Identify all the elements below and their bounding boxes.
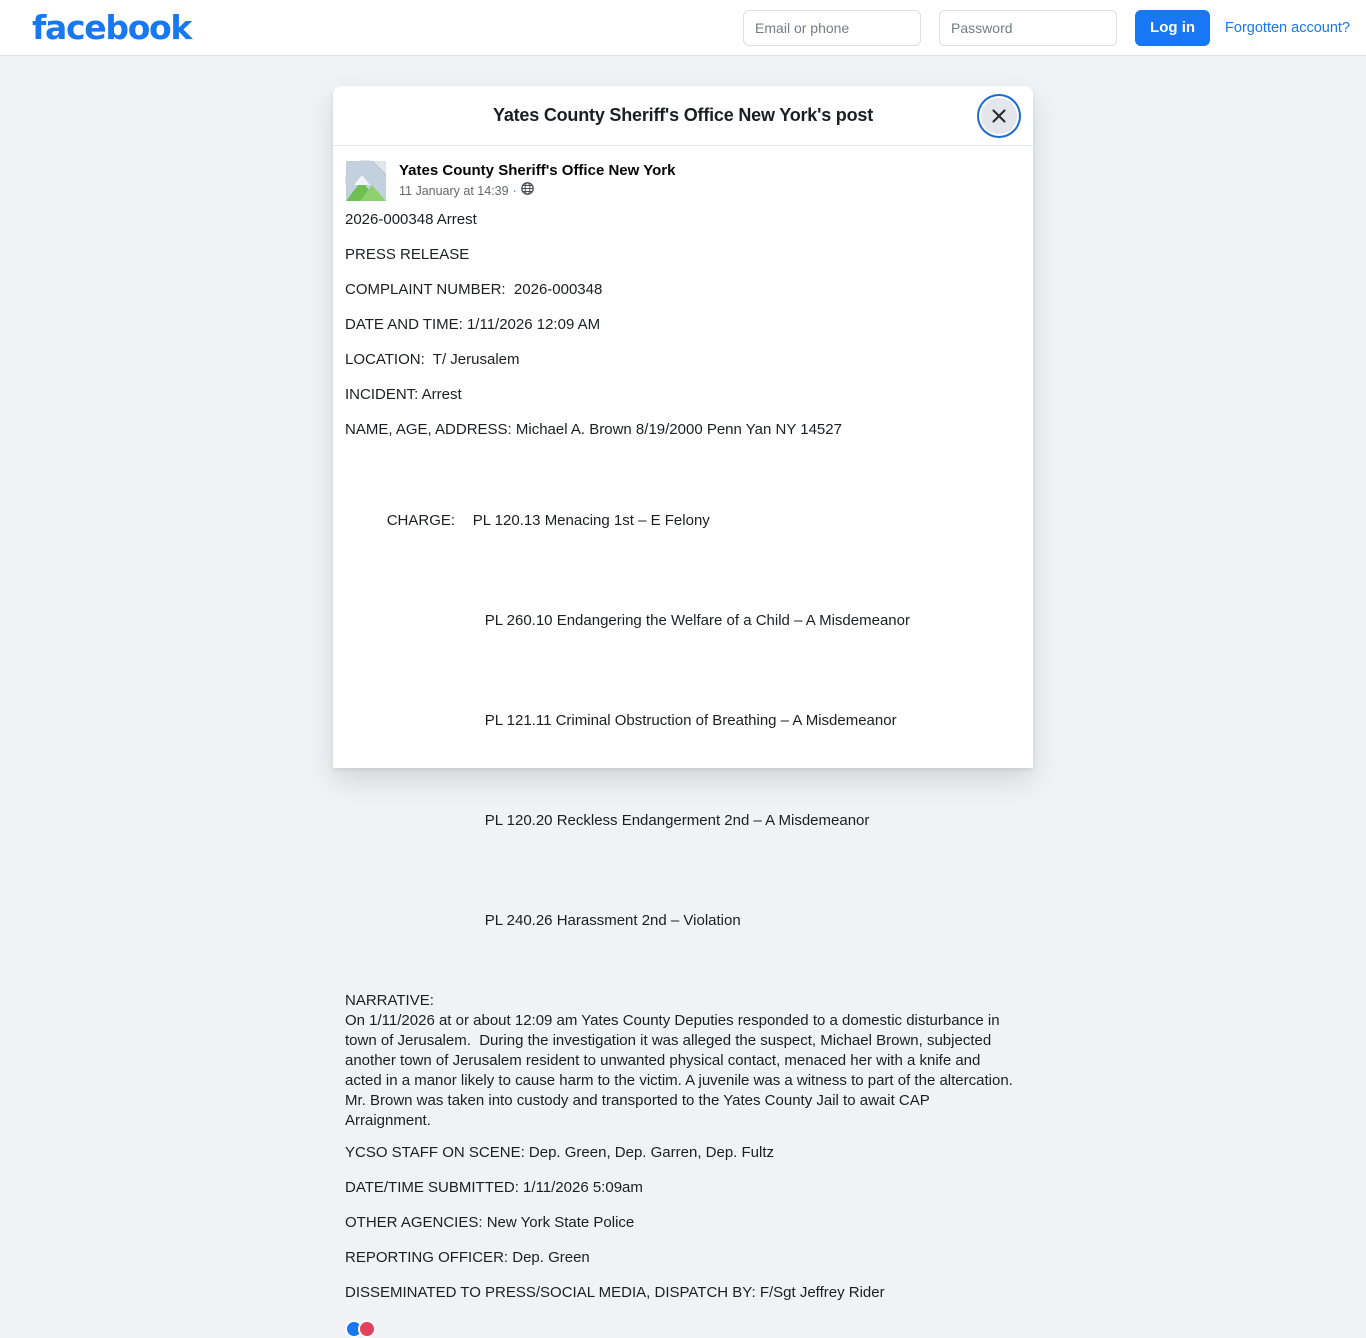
charge-label: CHARGE: xyxy=(386,512,456,529)
post-line-date-time-submitted: DATE/TIME SUBMITTED: 1/11/2026 5:09am xyxy=(345,1179,643,1196)
narrative-body: On 1/11/2026 at or about 12:09 am Yates County Deputies responded to a domestic disturbance in town of Jerusalem. During the investigation it was alleged the suspect, Michael Brown, subjected another town of Jerusalem resident to unwanted physical contact, menaced her with a knife and acted in a manor likely to cause harm to the victim. A juvenile was a witness to part of the altercation. Mr. Brown was taken into custody and transported to the Yates County Jail to await CAP Arraignment. xyxy=(345,1012,1018,1129)
close-icon xyxy=(990,107,1008,125)
post-line-date-time: DATE AND TIME: 1/11/2026 12:09 AM xyxy=(345,316,601,333)
post-line-location: LOCATION: T/ Jerusalem xyxy=(345,351,520,368)
post-modal-dialog xyxy=(333,86,1033,1301)
post-line-complaint-number: COMPLAINT NUMBER: 2026-000348 xyxy=(345,281,603,298)
reaction-summary[interactable] xyxy=(345,1320,376,1338)
post-line-press-release: PRESS RELEASE xyxy=(345,246,470,263)
forgotten-account-link[interactable]: Forgotten account? xyxy=(1225,20,1350,36)
reactions-row[interactable] xyxy=(333,1314,1033,1338)
charge-line xyxy=(345,691,1017,751)
post-text-block xyxy=(333,204,1033,1306)
facebook-logo[interactable]: facebook xyxy=(32,8,192,47)
narrative-label: NARRATIVE: xyxy=(345,992,434,1009)
post-line-complaint-title: 2026-000348 Arrest xyxy=(345,211,477,228)
charge-line xyxy=(345,491,1017,551)
charge-block xyxy=(345,451,1017,991)
globe-icon[interactable] xyxy=(521,182,534,200)
charge-item: PL 120.20 Reckless Endangerment 2nd – A Misdemeanor xyxy=(484,812,870,829)
post-content xyxy=(333,146,1033,1301)
email-or-phone-input[interactable] xyxy=(743,10,921,46)
meta-separator: · xyxy=(512,184,517,198)
post-line-incident: INCIDENT: Arrest xyxy=(345,386,462,403)
love-reaction-icon xyxy=(358,1320,376,1338)
post-line-other-agencies: OTHER AGENCIES: New York State Police xyxy=(345,1214,635,1231)
post-line-name-age-address: NAME, AGE, ADDRESS: Michael A. Brown 8/19/2000 Penn Yan NY 14527 xyxy=(345,421,842,438)
post-line-disseminated: DISSEMINATED TO PRESS/SOCIAL MEDIA, DISPATCH BY: F/Sgt Jeffrey Rider xyxy=(345,1284,885,1301)
post-line-reporting-officer: REPORTING OFFICER: Dep. Green xyxy=(345,1249,590,1266)
modal-header xyxy=(333,86,1033,146)
password-input[interactable] xyxy=(939,10,1117,46)
top-login-bar xyxy=(0,0,1366,56)
charge-line xyxy=(345,891,1017,951)
post-author-row xyxy=(333,146,1033,204)
charge-item: PL 120.13 Menacing 1st – E Felony xyxy=(472,512,710,529)
charge-line xyxy=(345,791,1017,851)
charge-item: PL 121.11 Criminal Obstruction of Breathing – A Misdemeanor xyxy=(484,712,897,729)
charge-line xyxy=(345,591,1017,651)
post-line-staff-on-scene: YCSO STAFF ON SCENE: Dep. Green, Dep. Garren, Dep. Fultz xyxy=(345,1144,775,1161)
avatar[interactable] xyxy=(345,160,385,200)
charge-item: PL 260.10 Endangering the Welfare of a Child – A Misdemeanor xyxy=(484,612,910,629)
modal-title: Yates County Sheriff's Office New York's post xyxy=(493,105,873,125)
author-meta xyxy=(399,160,675,200)
post-meta-row xyxy=(399,182,675,200)
post-author-name[interactable]: Yates County Sheriff's Office New York xyxy=(399,162,676,179)
log-in-button[interactable]: Log in xyxy=(1135,10,1210,46)
post-timestamp[interactable]: 11 January at 14:39 xyxy=(399,184,509,198)
login-form xyxy=(743,10,1350,46)
broken-image-placeholder-icon xyxy=(346,161,386,201)
close-button[interactable] xyxy=(981,98,1017,134)
charge-item: PL 240.26 Harassment 2nd – Violation xyxy=(484,912,741,929)
